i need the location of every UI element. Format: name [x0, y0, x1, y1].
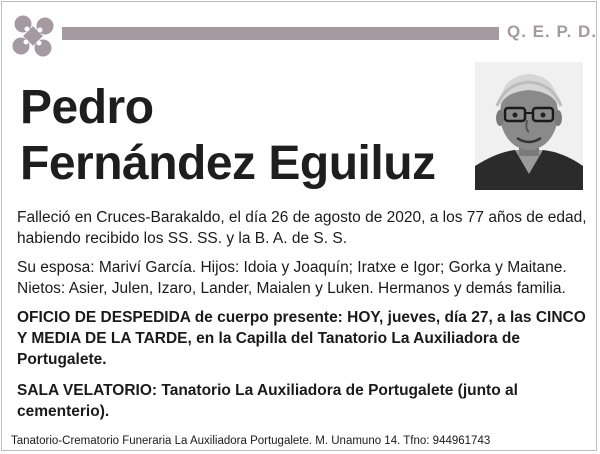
family-paragraph: Su esposa: Mariví García. Hijos: Idoia y Joaquín; Iratxe e Igor; Gorka y Maitane. Nietos: Asier, Julen, Izaro, Lander, Maialen y Luken. Hermanos y demás familia. [17, 259, 567, 297]
funeral-home-footer: Tanatorio-Crematorio Funeraria La Auxiliadora Portugalete. M. Unamuno 14. Tfno: 944961743 [11, 435, 491, 447]
deceased-surname: Fernández Eguiluz [20, 137, 436, 190]
deceased-name [20, 80, 436, 192]
notice-frame [1, 1, 597, 451]
lauburu-icon [8, 11, 58, 61]
deceased-first-name: Pedro [20, 81, 154, 134]
portrait-illustration [475, 62, 583, 190]
header-band [62, 27, 499, 40]
wake-paragraph: SALA VELATORIO: Tanatorio La Auxiliadora de Portugalete (junto al cementerio). [17, 382, 518, 420]
portrait-photo [475, 62, 583, 190]
service-paragraph: OFICIO DE DESPEDIDA de cuerpo presente: HOY, jueves, día 27, a las CINCO Y MEDIA DE LA TARDE, en la Capilla del Tanatorio La Auxiliadora de Portugalete. [17, 309, 586, 368]
qepd-label: Q. E. P. D. [507, 22, 598, 41]
death-notice-paragraph: Falleció en Cruces-Barakaldo, el día 26 de agosto de 2020, a los 77 años de edad, habiendo recibido los SS. SS. y la B. A. de S. S. [17, 209, 587, 247]
